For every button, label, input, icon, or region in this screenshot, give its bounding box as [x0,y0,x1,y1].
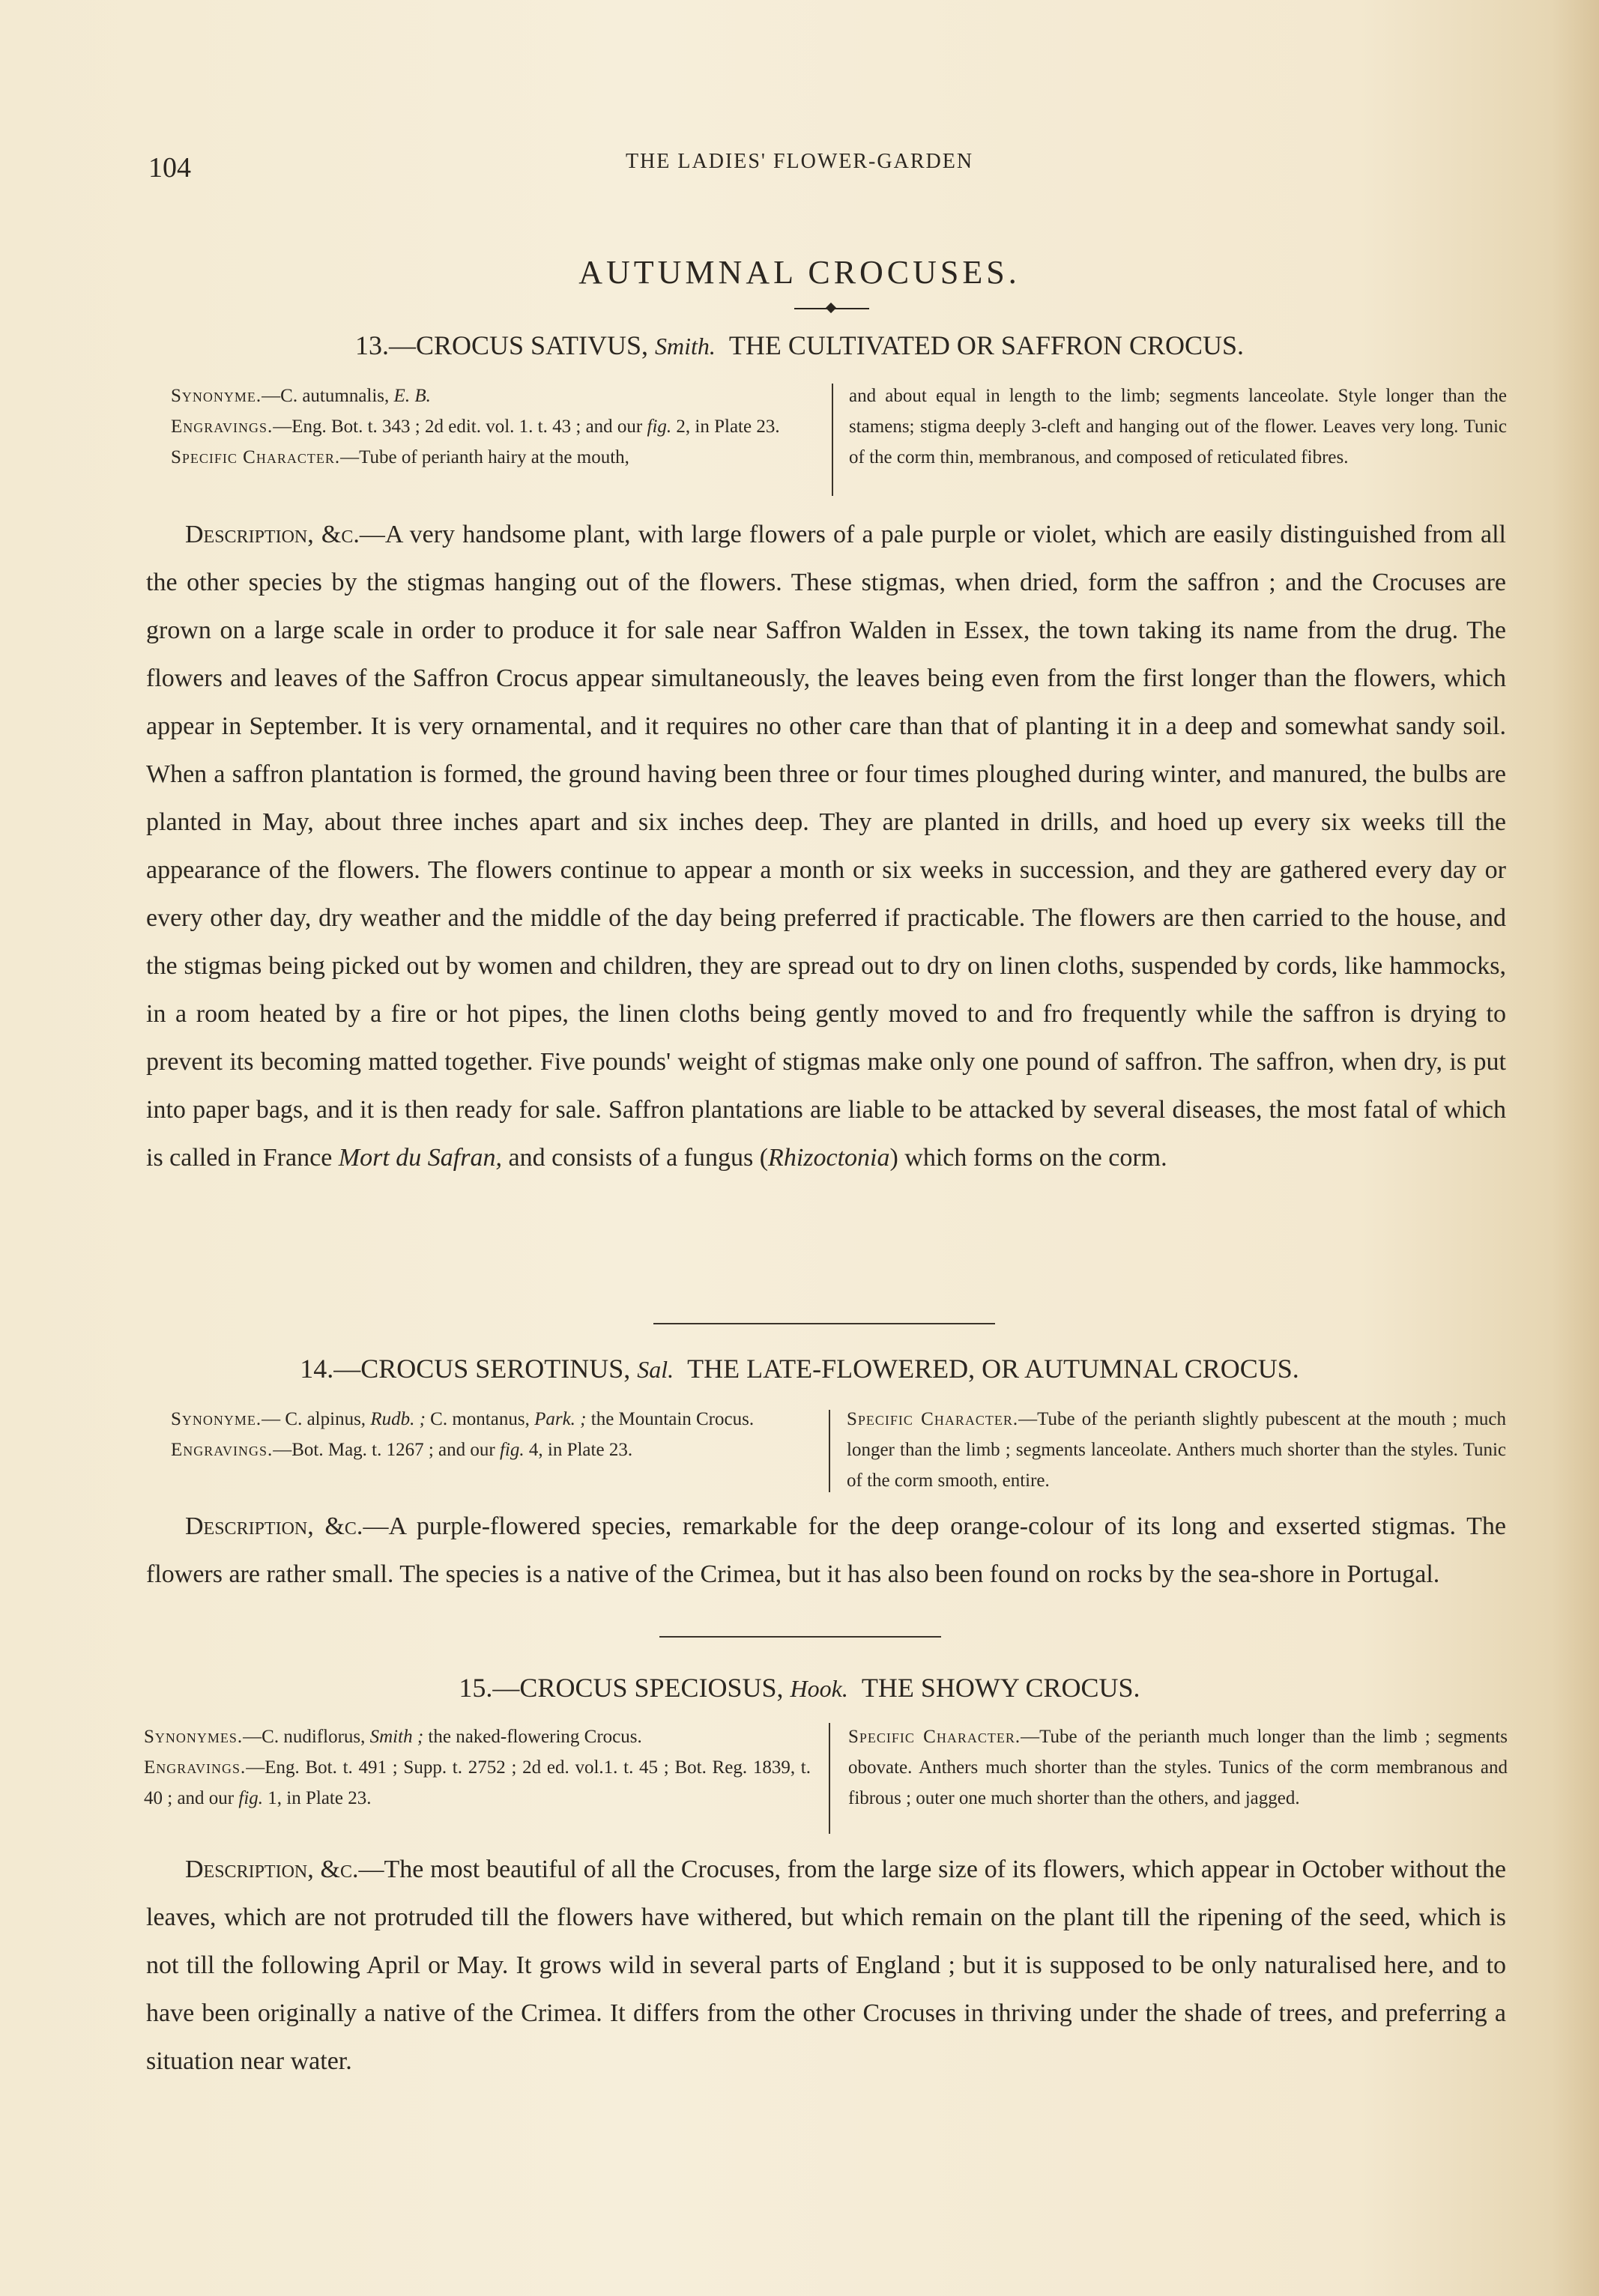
species-15-specific-character: Specific Character.—Tube of the perianth much longer than the limb ; segments obovate. Anthers much shorter than the styles. Tunics of the corm membranous and fibrous ; outer one much shorter than the others, and jagged. [848,1727,1508,1808]
species-15-number: 15.—CROCUS SPECIOSUS, [459,1673,784,1703]
species-14-common-name: THE LATE-FLOWERED, OR AUTUMNAL CROCUS. [687,1354,1299,1384]
species-14-specific-character: Specific Character.—Tube of the perianth slightly pubescent at the mouth ; much longer than the limb ; segments lanceolate. Anthers much shorter than the styles. Tunic of the corm smooth, entire. [847,1409,1506,1491]
section-title: AUTUMNAL CROCUSES. [578,254,1021,291]
species-14-engravings: Engravings.—Bot. Mag. t. 1267 ; and our fig. 4, in Plate 23. [171,1440,633,1460]
page-number: 104 [148,152,191,184]
species-14-synonyme: Synonyme.— C. alpinus, Rudb. ; C. montanus, Park. ; the Mountain Crocus. [171,1409,755,1429]
title-ornament [794,303,869,315]
species-15-left-column [144,1721,811,1814]
species-13-common-name: THE CULTIVATED OR SAFFRON CROCUS. [728,330,1245,360]
species-15-engravings: Engravings.—Eng. Bot. t. 491 ; Supp. t. 2752 ; 2d ed. vol.1. t. 45 ; Bot. Reg. 1839, t. 40 ; and our fig. 1, in Plate 23. [144,1757,811,1808]
species-13-left-column [171,381,814,473]
species-13-specific-character: Specific Character.—Tube of perianth hairy at the mouth, [171,447,629,467]
species-13-synonyme: Synonyme.—C. autumnalis, E. B. [171,386,431,406]
species-13-author: Smith. [655,333,716,360]
species-15-heading [0,1672,1599,1703]
species-15-common-name: THE SHOWY CROCUS. [861,1673,1140,1703]
column-divider [832,384,833,496]
species-13-engravings: Engravings.—Eng. Bot. t. 343 ; 2d edit. vol. 1. t. 43 ; and our fig. 2, in Plate 23. [171,417,780,437]
species-13-heading [0,330,1599,361]
species-14-number: 14.—CROCUS SEROTINUS, [300,1354,631,1384]
section-rule [653,1323,995,1324]
species-15-synonyme: Synonymes.—C. nudiflorus, Smith ; the naked-flowering Crocus. [144,1727,642,1747]
species-14-left-column [171,1404,808,1465]
species-13-number: 13.—CROCUS SATIVUS, [354,330,649,360]
species-14-heading [0,1353,1599,1384]
column-divider [829,1723,830,1834]
species-15-author: Hook. [790,1675,848,1702]
species-14-author: Sal. [637,1356,674,1383]
column-divider [829,1410,830,1492]
species-15-description: Description, &c.—The most beautiful of all the Crocuses, from the large size of its flowers, which appear in October without the leaves, which are not protruded till the flowers have withered, but which remain on the plant till the ripening of the seed, which is not till the following April or May. It grows wild in several parts of England ; but it is supposed to be only naturalised here, and to have been originally a native of the Crimea. It differs from the other Crocuses in thriving under the shade of trees, and preferring a situation near water. [146,1856,1507,2075]
species-13-description: Description, &c.—A very handsome plant, with large flowers of a pale purple or violet, which are easily distinguished from all the other species by the stigmas hanging out of the flowers. These stigmas, when dried, form the saffron ; and the Crocuses are grown on a large scale in order to produce it for sale near Saffron Walden in Essex, the town taking its name from the drug. The flowers and leaves of the Saffron Crocus appear simultaneously, the leaves being even from the first longer than the flowers, which appear in September. It is very ornamental, and it requires no other care than that of planting it in a deep and somewhat sandy soil. When a saffron plantation is formed, the ground having been three or four times ploughed during winter, and manured, the bulbs are planted in May, about three inches apart and six inches deep. They are planted in drills, and hoed up every six weeks till the appearance of the flowers. The flowers continue to appear a month or six weeks in succession, and they are gathered every day or every other day, dry weather and the middle of the day being preferred if practicable. The flowers are then carried to the house, and the stigmas being picked out by women and children, they are spread out to dry on linen cloths, suspended by cords, like hammocks, in a room heated by a fire or hot pipes, the linen cloths being gently moved to and fro frequently while the saffron is drying to prevent its becoming matted together. Five pounds' weight of stigmas make only one pound of saffron. The saffron, when dry, is put into paper bags, and it is then ready for sale. Saffron plantations are liable to be attacked by several diseases, the most fatal of which is called in France Mort du Safran, and consists of a fungus (Rhizoctonia) which forms on the corm. [146,521,1506,1172]
species-13-right-column: and about equal in length to the limb; segments lanceolate. Style longer than the stamens; stigma deeply 3-cleft and hanging out of the flower. Leaves very long. Tunic of the corm thin, membranous, and composed of reticulated fibres. [849,386,1507,467]
species-14-description: Description, &c.—A purple-flowered species, remarkable for the deep orange-colour of its long and exserted stigmas. The flowers are rather small. The species is a native of the Crimea, but it has also been found on rocks by the sea-shore in Portugal. [146,1512,1507,1588]
running-head: THE LADIES' FLOWER-GARDEN [625,150,974,173]
section-rule [659,1636,941,1638]
